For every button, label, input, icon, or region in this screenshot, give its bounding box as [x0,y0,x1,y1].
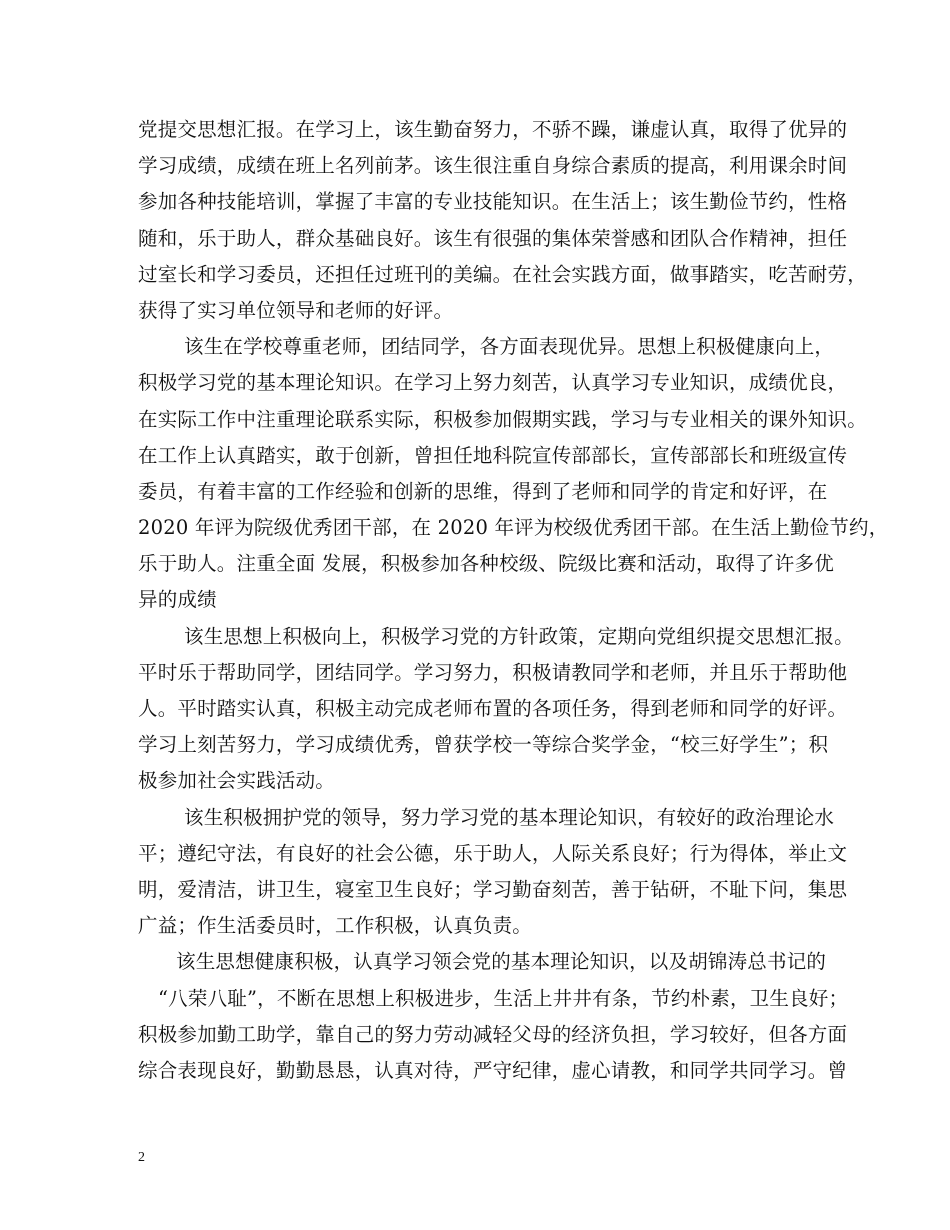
text-line: 平时乐于帮助同学，团结同学。学习努力，积极请教同学和老师，并且乐于帮助他 [138,660,848,684]
text-line: 学习成绩，成绩在班上名列前茅。该生很注重自身综合素质的提高，利用课余时间 [138,154,848,178]
text-line: 参加各种技能培训，掌握了丰富的专业技能知识。在生活上；该生勤俭节约，性格 [138,190,848,214]
text-line: 2020 年评为院级优秀团干部，在 2020 年评为校级优秀团干部。在生活上勤俭节约， [138,516,889,540]
text-line: 明，爱清洁，讲卫生，寝室卫生良好；学习勤奋刻苦，善于钻研，不耻下问，集思 [138,877,848,901]
paragraph-start-line: 该生积极拥护党的领导，努力学习党的基本理论知识，有较好的政治理论水 [184,805,835,829]
text-line: 积极学习党的基本理论知识。在学习上努力刻苦，认真学习专业知识，成绩优良， [138,371,848,395]
text-line: 人。平时踏实认真，积极主动完成老师布置的各项任务，得到老师和同学的好评。 [138,697,848,720]
text-line: 获得了实习单位领导和老师的好评。 [138,298,454,322]
text-line: 随和，乐于助人，群众基础良好。该生有很强的集体荣誉感和团队合作精神，担任 [138,226,848,250]
text-line: 积极参加勤工助学，靠自己的努力劳动减轻父母的经济负担，学习较好，但各方面 [138,1022,848,1046]
text-line: 广益；作生活委员时，工作积极，认真负责。 [138,914,533,938]
text-line: 在实际工作中注重理论联系实际，积极参加假期实践，学习与专业相关的课外知识。 [138,407,867,431]
text-line: 委员，有着丰富的工作经验和创新的思维，得到了老师和同学的肯定和好评，在 [138,479,828,503]
text-line: 学习上刻苦努力，学习成绩优秀，曾获学校一等综合奖学金，“校三好学生”；积 [138,733,829,757]
text-line: 过室长和学习委员，还担任过班刊的美编。在社会实践方面，做事踏实，吃苦耐劳， [138,262,867,286]
text-line: 异的成绩 [138,588,217,612]
text-line: 乐于助人。注重全面 发展，积极参加各种校级、院级比赛和活动，取得了许多优 [138,552,834,576]
paragraph-start-line: 该生在学校尊重老师，团结同学，各方面表现优异。思想上积极健康向上， [184,335,835,359]
text-line: “八荣八耻”，不断在思想上积极进步，生活上井井有条，节约朴素，卫生良好； [158,986,849,1010]
text-line: 综合表现良好，勤勤恳恳，认真对待，严守纪律，虚心请教，和同学共同学习。曾 [138,1058,848,1082]
text-line: 极参加社会实践活动。 [138,769,336,793]
page-number: 2 [138,1150,145,1165]
text-line: 党提交思想汇报。在学习上，该生勤奋努力，不骄不躁，谦虚认真，取得了优异的 [138,118,848,141]
text-line: 在工作上认真踏实，敢于创新，曾担任地科院宣传部部长，宣传部部长和班级宣传 [138,443,848,467]
body-text [138,112,889,1089]
paragraph-start-line: 该生思想健康积极，认真学习领会党的基本理论知识，以及胡锦涛总书记的 [176,950,827,974]
paragraph-start-line: 该生思想上积极向上，积极学习党的方针政策，定期向党组织提交思想汇报。 [184,624,854,648]
text-line: 平；遵纪守法，有良好的社会公德，乐于助人，人际关系良好；行为得体，举止文 [138,841,848,865]
